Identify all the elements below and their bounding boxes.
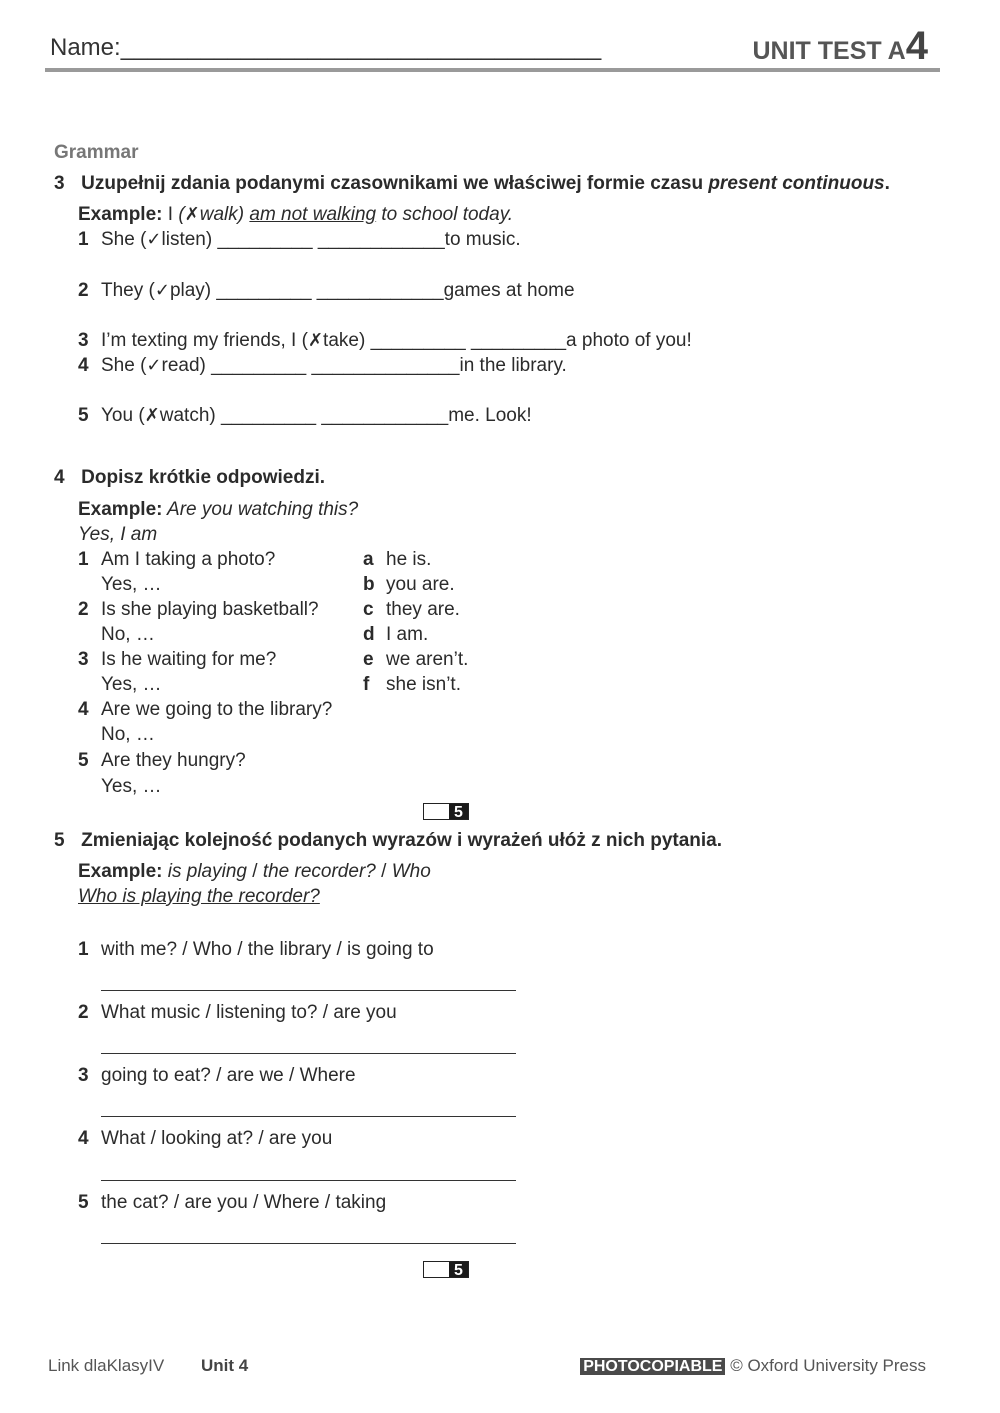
- check-icon: ✓: [146, 355, 162, 375]
- task4-instruction: Dopisz krótkie odpowiedzi.: [81, 467, 325, 488]
- task4-answer-option: f she isn’t.: [363, 674, 461, 695]
- task4-question: 2 Is she playing basketball?: [78, 599, 319, 620]
- task5-item: 1 with me? / Who / the library / is going to: [78, 939, 434, 960]
- task4-question-prompt: No, …: [101, 624, 155, 645]
- task4-number: 4: [54, 467, 65, 488]
- task4-answer-option: e we aren’t.: [363, 649, 469, 670]
- task4-answer-option: b you are.: [363, 574, 455, 595]
- unit-test-label: UNIT TEST A: [752, 37, 906, 65]
- cross-icon: ✗: [184, 204, 200, 224]
- copyright-text: © Oxford University Press: [730, 1356, 926, 1375]
- name-label: Name:: [50, 34, 121, 61]
- check-icon: ✓: [146, 229, 162, 249]
- task4-example: Example: Are you watching this?: [78, 499, 359, 520]
- answer-line[interactable]: [101, 1053, 516, 1054]
- task4-answer-option: c they are.: [363, 599, 460, 620]
- cross-icon: ✗: [307, 330, 324, 350]
- task5-instruction: Zmieniając kolejność podanych wyrazów i wyrażeń ułóż z nich pytania.: [81, 830, 723, 851]
- section-title: Grammar: [54, 142, 139, 163]
- task3-number: 3: [54, 173, 65, 194]
- check-icon: ✓: [154, 280, 170, 300]
- task4-answer-option: a he is.: [363, 549, 432, 570]
- example-label: Example:: [78, 499, 163, 520]
- task4-heading: [54, 467, 325, 489]
- task3-item: 2 They (✓play) _________ ____________games at home: [78, 280, 575, 301]
- task4-question-prompt: No, …: [101, 724, 155, 745]
- header-divider: [45, 68, 940, 72]
- task5-item: 2 What music / listening to? / are you: [78, 1002, 397, 1023]
- unit-test-title: [753, 24, 929, 69]
- task4-question: 4 Are we going to the library?: [78, 699, 333, 720]
- task5-heading: [54, 830, 722, 852]
- photocopiable-badge: PHOTOCOPIABLE: [580, 1358, 725, 1375]
- task4-question-prompt: Yes, …: [101, 574, 162, 595]
- name-blank: ____________________________________: [120, 34, 602, 61]
- score-max: 5: [449, 1262, 468, 1277]
- task3-item: 4 She (✓read) _________ ______________in the library.: [78, 355, 567, 376]
- score-blank[interactable]: [424, 1262, 449, 1277]
- task5-example: Example: is playing / the recorder? / Who: [78, 861, 431, 882]
- answer-line[interactable]: [101, 1116, 516, 1117]
- task4-question-prompt: Yes, …: [101, 674, 162, 695]
- answer-line[interactable]: [101, 1243, 516, 1244]
- task3-item: 3 I’m texting my friends, I (✗take) _________ _________a photo of you!: [78, 330, 692, 351]
- task3-example: Example: I (✗walk) am not walking to school today.: [78, 204, 514, 225]
- footer-copyright-block: [580, 1356, 926, 1376]
- answer-line[interactable]: [101, 990, 516, 991]
- score-blank[interactable]: [424, 804, 449, 819]
- example-answer: am not walking: [249, 204, 377, 225]
- task5-example-answer: Who is playing the recorder?: [78, 886, 320, 907]
- task5-number: 5: [54, 830, 65, 851]
- cross-icon: ✗: [144, 405, 160, 425]
- task4-answer-option: d I am.: [363, 624, 429, 645]
- task4-question: 3 Is he waiting for me?: [78, 649, 277, 670]
- name-field: [50, 34, 601, 62]
- example-label: Example:: [78, 861, 163, 882]
- task4-question-prompt: Yes, …: [101, 776, 162, 797]
- task3-instruction: Uzupełnij zdania podanymi czasownikami we właściwej formie czasu present continuous.: [81, 173, 890, 194]
- task3-heading: [54, 173, 890, 195]
- task4-score-box: [423, 803, 469, 820]
- example-label: Example:: [78, 204, 163, 225]
- unit-number: 4: [905, 24, 928, 68]
- task3-item: 5 You (✗watch) _________ ____________me. Look!: [78, 405, 532, 426]
- task5-item: 4 What / looking at? / are you: [78, 1128, 333, 1149]
- task5-item: 5 the cat? / are you / Where / taking: [78, 1192, 387, 1213]
- task5-score-box: [423, 1261, 469, 1278]
- task4-question: 5 Are they hungry?: [78, 750, 246, 771]
- footer-series: Link dlaKlasyIV: [48, 1356, 165, 1375]
- task3-item: 1 She (✓listen) _________ ____________to music.: [78, 229, 521, 250]
- answer-line[interactable]: [101, 1180, 516, 1181]
- task5-item: 3 going to eat? / are we / Where: [78, 1065, 356, 1086]
- footer-unit: Unit 4: [201, 1356, 249, 1375]
- score-max: 5: [449, 804, 468, 819]
- task4-example-answer: Yes, I am: [78, 524, 158, 545]
- task4-question: 1 Am I taking a photo?: [78, 549, 276, 570]
